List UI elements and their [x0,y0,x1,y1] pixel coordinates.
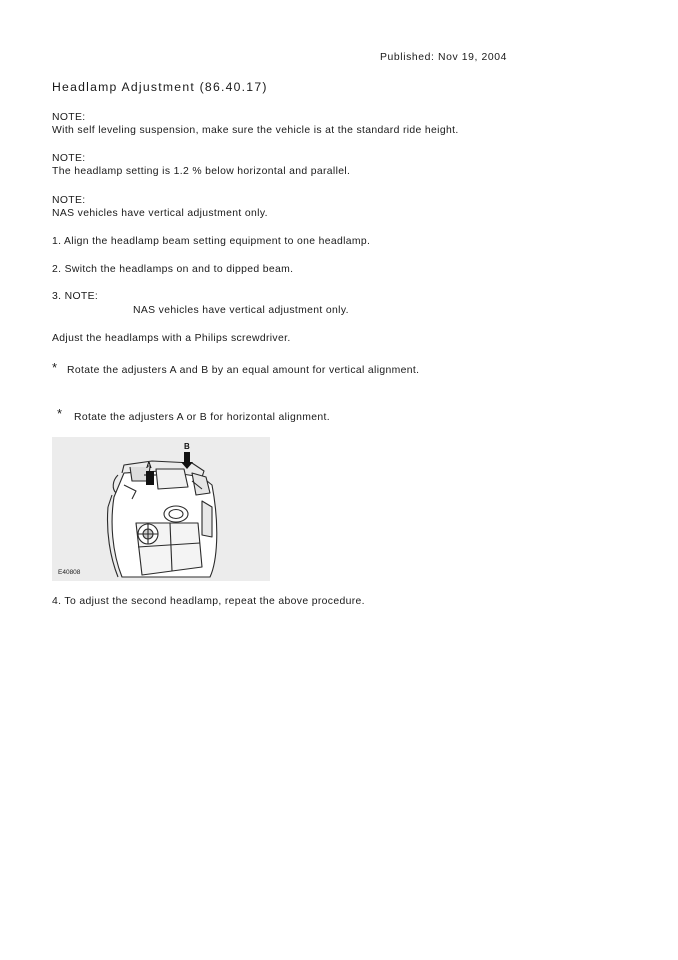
note-3-text: NAS vehicles have vertical adjustment only. [52,208,268,219]
note-2-label: NOTE: [52,153,86,164]
bullet-1-marker: * [52,360,58,375]
step-1: 1. Align the headlamp beam setting equipment to one headlamp. [52,236,371,247]
note-1-text: With self leveling suspension, make sure the vehicle is at the standard ride height. [52,125,459,136]
headlamp-adjuster-diagram [52,437,270,581]
step-2: 2. Switch the headlamps on and to dipped beam. [52,264,294,275]
published-date: Published: Nov 19, 2004 [380,52,508,63]
step-3-text: Adjust the headlamps with a Philips screwdriver. [52,333,291,344]
figure-ref-code: E40808 [58,569,81,576]
step-3-note: NAS vehicles have vertical adjustment only. [133,305,349,316]
bullet-2-marker: * [57,406,63,421]
note-3-label: NOTE: [52,195,86,206]
bullet-1-text: Rotate the adjusters A and B by an equal amount for vertical alignment. [67,365,420,376]
note-2-text: The headlamp setting is 1.2 % below horizontal and parallel. [52,166,351,177]
label-b: B [184,442,190,451]
arrow-down-icon [181,452,193,469]
note-1-label: NOTE: [52,112,86,123]
bullet-2-text: Rotate the adjusters A or B for horizontal alignment. [74,412,330,423]
page-title: Headlamp Adjustment (86.40.17) [52,80,268,94]
step-4: 4. To adjust the second headlamp, repeat the above procedure. [52,596,365,607]
step-3-label: 3. NOTE: [52,291,99,302]
label-a: A [146,461,152,470]
